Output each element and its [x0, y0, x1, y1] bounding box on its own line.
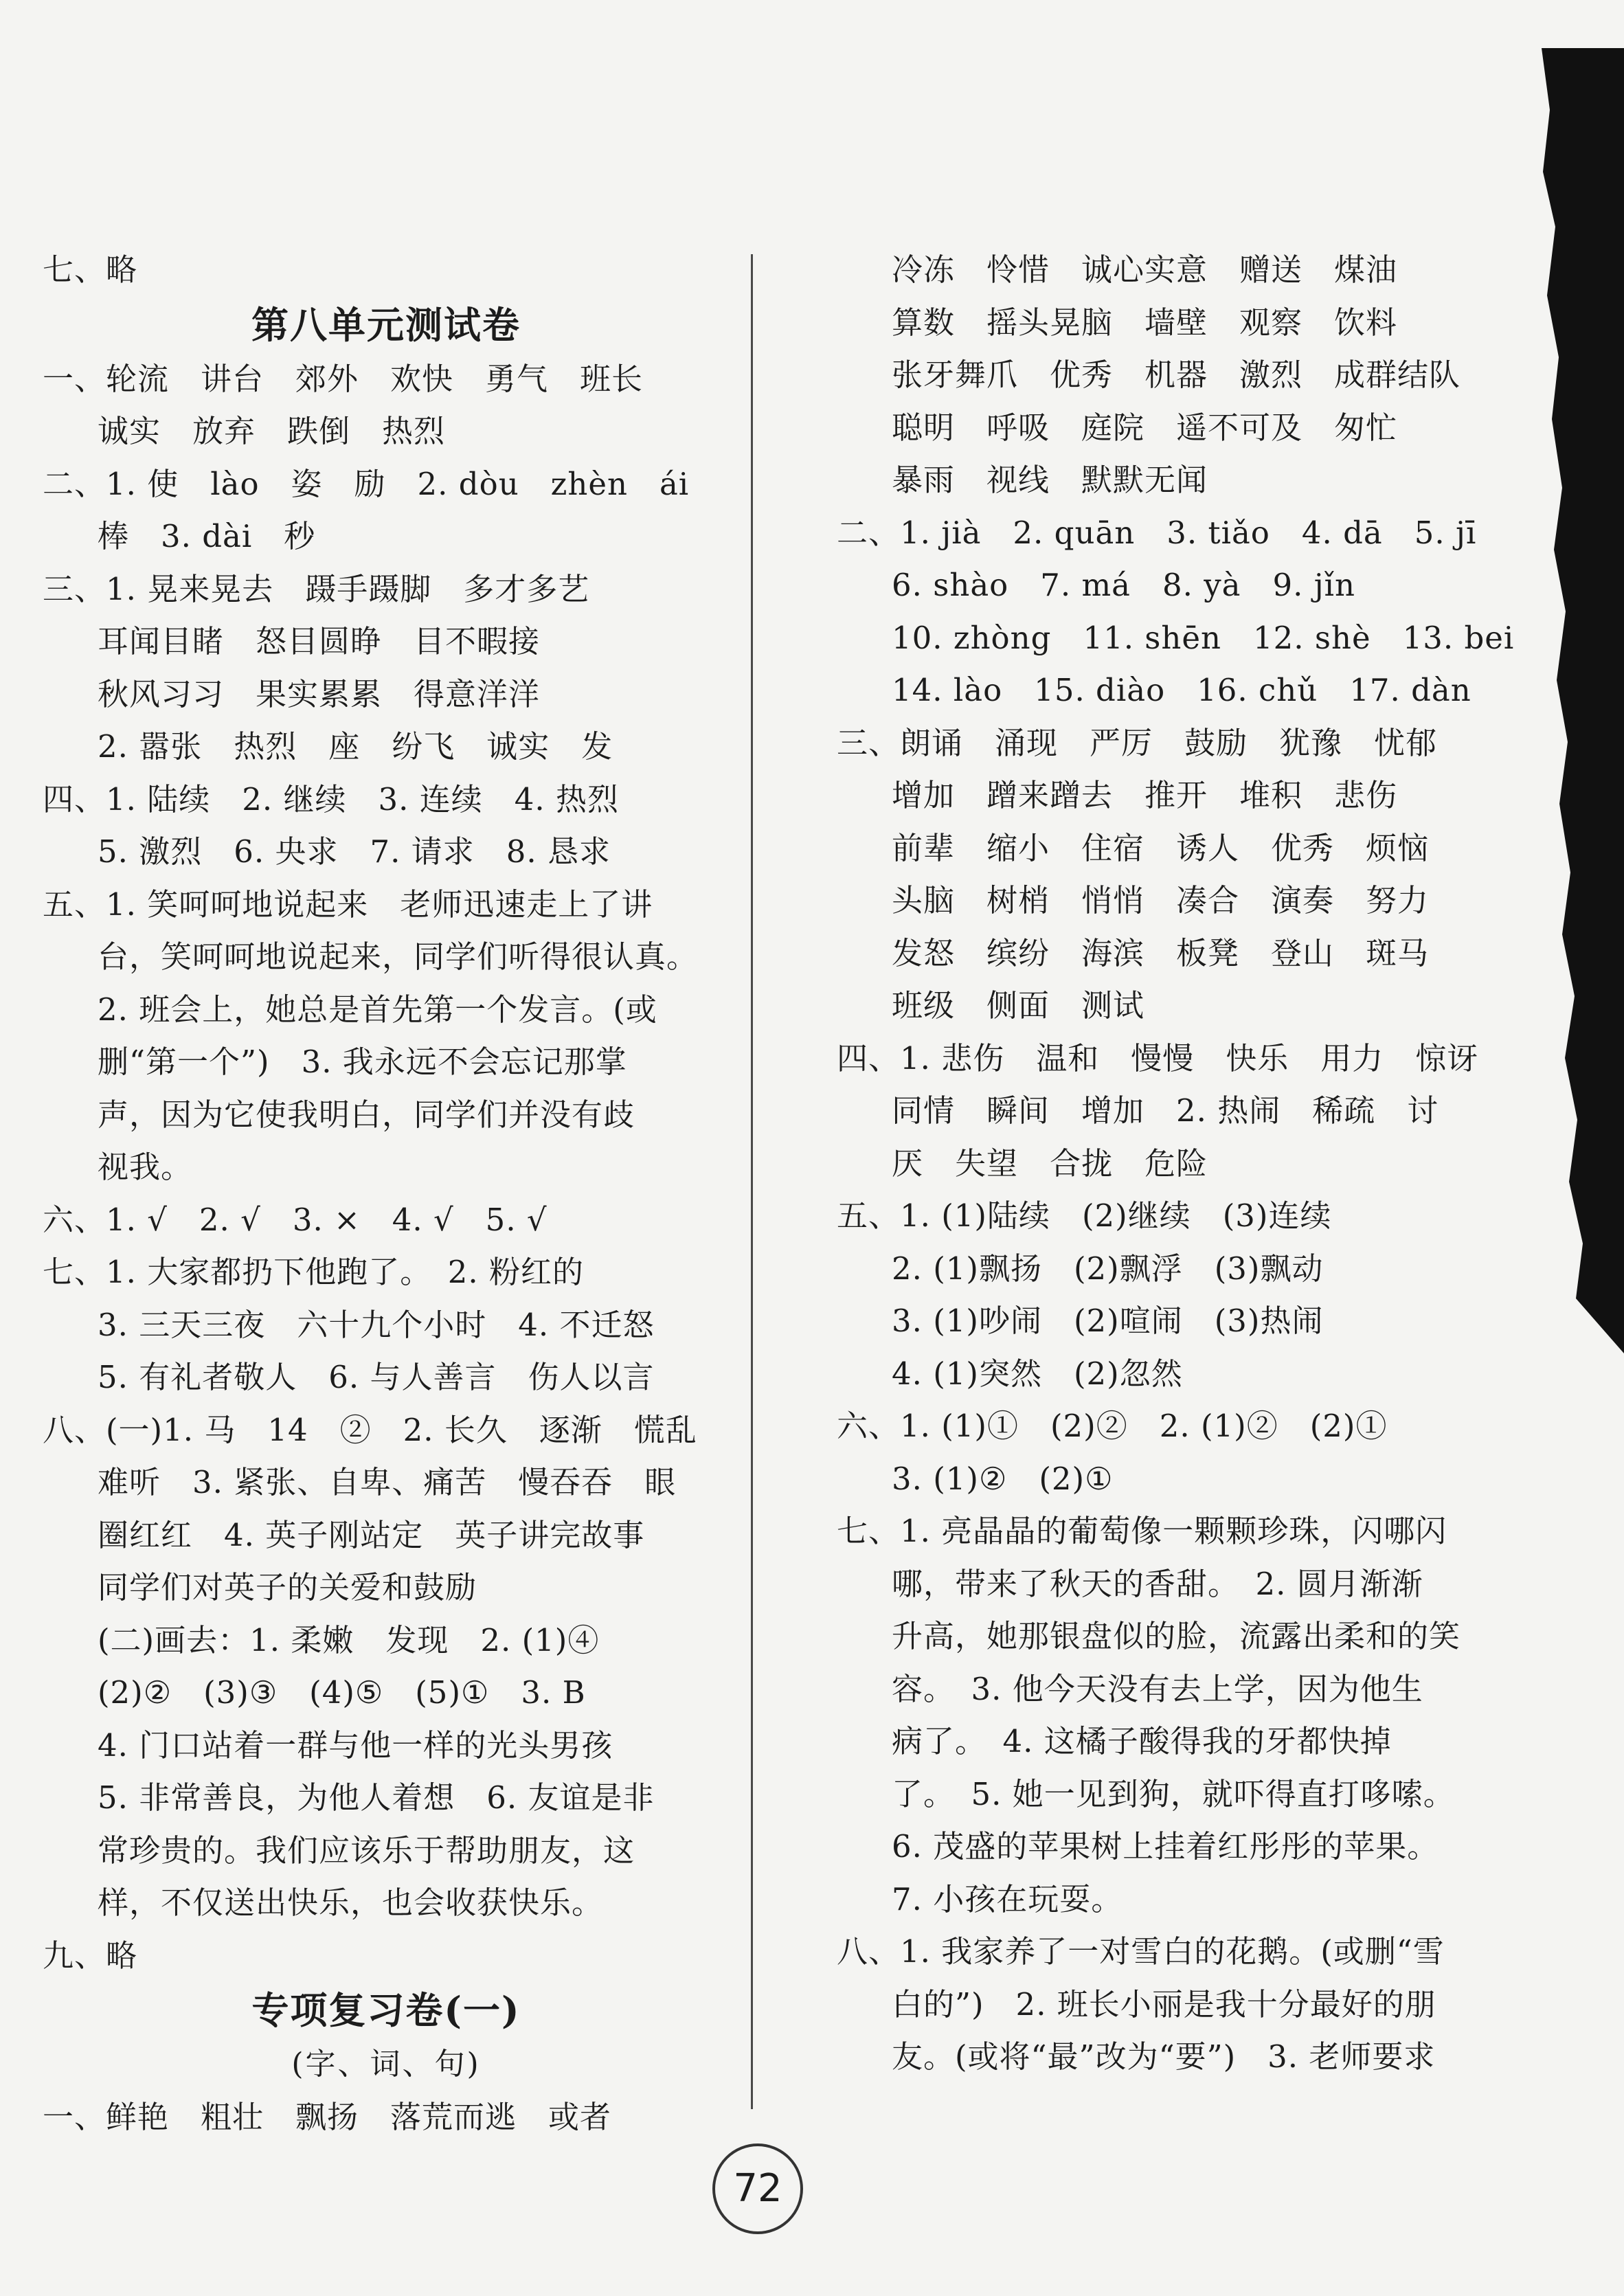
- answer-line: 3. (1)② (2)①: [892, 1460, 1114, 1497]
- answer-line: 常珍贵的。我们应该乐于帮助朋友，这: [98, 1832, 635, 1869]
- answer-line: 九、略: [43, 1937, 138, 1974]
- answer-line: 7. 小孩在玩耍。: [892, 1880, 1123, 1917]
- answer-line: 样，不仅送出快乐，也会收获快乐。: [98, 1884, 604, 1921]
- answer-line: 厌 失望 合拢 危险: [892, 1145, 1208, 1182]
- answer-line: 4. (1)突然 (2)忽然: [892, 1355, 1183, 1392]
- answer-line: (2)② (3)③ (4)⑤ (5)① 3. B: [98, 1674, 586, 1711]
- answer-line: 5. 非常善良，为他人着想 6. 友谊是非: [98, 1779, 655, 1816]
- answer-line: 14. lào 15. diào 16. chǔ 17. dàn: [892, 672, 1471, 708]
- answer-line: 一、轮流 讲台 郊外 欢快 勇气 班长: [43, 360, 644, 397]
- answer-line: 同情 瞬间 增加 2. 热闹 稀疏 讨: [892, 1092, 1439, 1129]
- answer-line: 三、1. 晃来晃去 蹑手蹑脚 多才多艺: [43, 570, 590, 607]
- answer-line: 哪，带来了秋天的香甜。 2. 圆月渐渐: [892, 1565, 1423, 1602]
- answer-line: 耳闻目睹 怒目圆睁 目不暇接: [98, 623, 541, 660]
- answer-line: 六、1. √ 2. √ 3. × 4. √ 5. √: [43, 1201, 548, 1238]
- answer-line: 3. 三天三夜 六十九个小时 4. 不迁怒: [98, 1306, 655, 1343]
- answer-line: 2. (1)飘扬 (2)飘浮 (3)飘动: [892, 1250, 1324, 1287]
- answer-line: 了。 5. 她一见到狗，就吓得直打哆嗦。: [892, 1775, 1455, 1812]
- answer-line: 同学们对英子的关爱和鼓励: [98, 1569, 477, 1606]
- answer-line: 难听 3. 紧张、自卑、痛苦 慢吞吞 眼: [98, 1464, 677, 1500]
- answer-line: 六、1. (1)① (2)② 2. (1)② (2)①: [837, 1408, 1388, 1444]
- right-column: [837, 244, 1515, 2084]
- answer-line: 七、1. 大家都扔下他跑了。 2. 粉红的: [43, 1254, 584, 1290]
- section-title: 专项复习卷(一): [251, 1988, 521, 2032]
- answer-line: 10. zhòng 11. shēn 12. shè 13. bei: [892, 619, 1515, 656]
- answer-line: 班级 侧面 测试: [892, 987, 1145, 1024]
- answer-line: 友。(或将“最”改为“要”) 3. 老师要求: [892, 2038, 1436, 2075]
- answer-line: 4. 门口站着一群与他一样的光头男孩: [98, 1726, 613, 1764]
- answer-line: 2. 班会上，她总是首先第一个发言。(或: [98, 991, 657, 1028]
- answer-line: 前辈 缩小 住宿 诱人 优秀 烦恼: [892, 829, 1430, 866]
- answer-line: 2. 嚣张 热烈 座 纷飞 诚实 发: [98, 728, 613, 765]
- answer-line: 白的”) 2. 班长小丽是我十分最好的朋: [892, 1985, 1436, 2023]
- left-column: [43, 244, 730, 2143]
- section-title: 第八单元测试卷: [251, 302, 521, 347]
- column-divider: [751, 254, 753, 2109]
- answer-line: 四、1. 陆续 2. 继续 3. 连续 4. 热烈: [43, 780, 619, 818]
- torn-page-edge: [1535, 48, 1624, 1353]
- answer-line: 头脑 树梢 悄悄 凑合 演奏 努力: [892, 882, 1430, 919]
- answer-line: 秋风习习 果实累累 得意洋洋: [98, 675, 541, 712]
- answer-line: 病了。 4. 这橘子酸得我的牙都快掉: [892, 1723, 1392, 1759]
- answer-line: 三、朗诵 涌现 严厉 鼓励 犹豫 忧郁: [837, 724, 1438, 761]
- answer-line: 七、略: [43, 251, 138, 288]
- answer-line: 删“第一个”) 3. 我永远不会忘记那掌: [98, 1044, 627, 1080]
- answer-line: 台，笑呵呵地说起来，同学们听得很认真。: [98, 938, 699, 975]
- answer-line: 6. shào 7. má 8. yà 9. jǐn: [892, 567, 1356, 603]
- answer-line: (二)画去：1. 柔嫩 发现 2. (1)④: [98, 1621, 600, 1658]
- answer-line: 二、1. 使 lào 姿 励 2. dòu zhèn ái: [43, 465, 690, 502]
- answer-line: 发怒 缤纷 海滨 板凳 登山 斑马: [892, 934, 1430, 971]
- answer-line: 视我。: [98, 1149, 193, 1185]
- answer-line: 二、1. jià 2. quān 3. tiǎo 4. dā 5. jī: [837, 514, 1477, 551]
- answer-line: 增加 蹭来蹭去 推开 堆积 悲伤: [892, 777, 1398, 813]
- page-number: 72: [712, 2143, 803, 2234]
- answer-line: 升高，她那银盘似的脸，流露出柔和的笑: [892, 1618, 1461, 1654]
- answer-line: 诚实 放弃 跌倒 热烈: [98, 413, 446, 449]
- section-subtitle: (字、词、句): [291, 2047, 481, 2082]
- answer-line: 聪明 呼吸 庭院 遥不可及 匆忙: [892, 409, 1398, 446]
- answer-line: 3. (1)吵闹 (2)喧闹 (3)热闹: [892, 1303, 1324, 1339]
- answer-line: 5. 有礼者敬人 6. 与人善言 伤人以言: [98, 1359, 655, 1395]
- answer-line: 棒 3. dài 秒: [98, 518, 316, 554]
- answer-line: 七、1. 亮晶晶的葡萄像一颗颗珍珠，闪哪闪: [837, 1513, 1447, 1549]
- answer-line: 张牙舞爪 优秀 机器 激烈 成群结队: [892, 357, 1461, 393]
- answer-line: 五、1. (1)陆续 (2)继续 (3)连续: [837, 1197, 1332, 1234]
- answer-line: 五、1. 笑呵呵地说起来 老师迅速走上了讲: [43, 886, 653, 923]
- answer-line: 声，因为它使我明白，同学们并没有歧: [98, 1096, 635, 1133]
- answer-line: 5. 激烈 6. 央求 7. 请求 8. 恳求: [98, 833, 611, 870]
- answer-line: 容。 3. 他今天没有去上学，因为他生: [892, 1670, 1423, 1707]
- answer-line: 八、(一)1. 马 14 ② 2. 长久 逐渐 慌乱: [43, 1411, 697, 1448]
- answer-line: 四、1. 悲伤 温和 慢慢 快乐 用力 惊讶: [837, 1039, 1479, 1077]
- answer-line: 圈红红 4. 英子刚站定 英子讲完故事: [98, 1516, 645, 1553]
- answer-line: 算数 摇头晃脑 墙壁 观察 饮料: [892, 304, 1398, 341]
- answer-line: 暴雨 视线 默默无闻: [892, 462, 1208, 498]
- answer-line: 冷冻 怜惜 诚心实意 赠送 煤油: [892, 251, 1398, 288]
- answer-line: 6. 茂盛的苹果树上挂着红彤彤的苹果。: [892, 1828, 1439, 1865]
- answer-line: 一、鲜艳 粗壮 飘扬 落荒而逃 或者: [43, 2098, 612, 2135]
- answer-line: 八、1. 我家养了一对雪白的花鹅。(或删“雪: [837, 1933, 1445, 1970]
